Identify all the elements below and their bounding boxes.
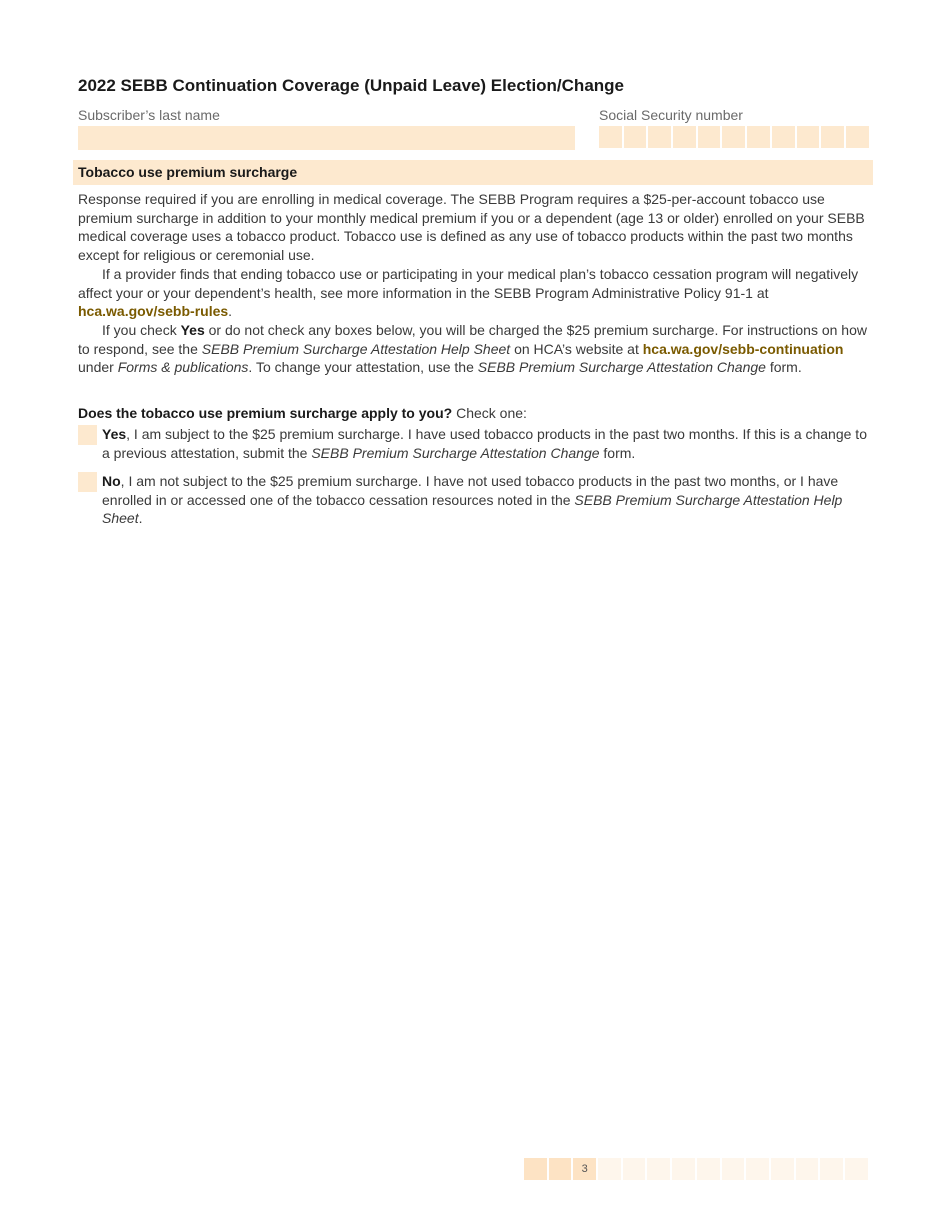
no-label: No (102, 473, 121, 489)
change-form-title: SEBB Premium Surcharge Attestation Change (477, 359, 766, 376)
text: , I am not subject to the $25 premium surcharge. I have not used tobacco products in the past two months, or I have enrolled in or accessed one of the tobacco cessation resources noted in the (102, 473, 839, 508)
ssn-digit-cell[interactable] (797, 126, 820, 148)
text: form. (599, 444, 636, 461)
text: on HCA’s website at (510, 340, 643, 357)
ssn-digit-cell[interactable] (648, 126, 671, 148)
yes-checkbox[interactable] (78, 425, 97, 445)
footer-cell (623, 1158, 646, 1180)
footer-cell (672, 1158, 695, 1180)
ssn-digit-cell[interactable] (821, 126, 844, 148)
option-yes (78, 425, 874, 462)
ssn-label: Social Security number (599, 107, 743, 123)
change-form-title: SEBB Premium Surcharge Attestation Change (311, 444, 600, 461)
question-bold: Does the tobacco use premium surcharge apply to you? (78, 405, 453, 421)
help-sheet-title: SEBB Premium Surcharge Attestation Help Sheet (201, 340, 511, 357)
footer-cell (524, 1158, 547, 1180)
footer-cell (820, 1158, 843, 1180)
footer-cell (549, 1158, 572, 1180)
ssn-digit-cell[interactable] (624, 126, 647, 148)
ssn-digit-cell[interactable] (698, 126, 721, 148)
footer-cell (771, 1158, 794, 1180)
ssn-digit-cell[interactable] (722, 126, 745, 148)
text: If a provider finds that ending tobacco use or participating in your medical plan’s tobacco cessation program will negatively affect your or your dependent’s health, see more information in the SEBB Program Administrative Policy 91-1 at (78, 265, 859, 301)
text: form. (765, 359, 802, 376)
text: If you check (102, 321, 181, 338)
last-name-field[interactable] (78, 126, 575, 150)
option-yes-text (102, 425, 874, 462)
paragraph-instructions (78, 321, 874, 377)
ssn-digit-cell[interactable] (747, 126, 770, 148)
text: . To change your attestation, use the (248, 359, 478, 376)
text: under (78, 359, 118, 376)
footer-cell (746, 1158, 769, 1180)
text: . (138, 510, 143, 527)
section-header (73, 160, 873, 185)
ssn-digit-cell[interactable] (673, 126, 696, 148)
sebb-continuation-link[interactable]: hca.wa.gov/sebb-continuation (642, 340, 844, 357)
no-checkbox[interactable] (78, 472, 97, 492)
footer-cell (697, 1158, 720, 1180)
paragraph-provider (78, 265, 874, 321)
yes-emphasis: Yes (180, 321, 205, 338)
yes-label: Yes (102, 426, 127, 442)
footer-cell (722, 1158, 745, 1180)
surcharge-question (78, 405, 527, 421)
footer-cell (796, 1158, 819, 1180)
ssn-digit-cell[interactable] (599, 126, 622, 148)
forms-publications-label: Forms & publications (117, 359, 249, 376)
text: , I am subject to the $25 premium surcharge. I have used tobacco products in the past two months. If this is a change to a previous attestation, submit the (102, 426, 867, 461)
form-title: 2022 SEBB Continuation Coverage (Unpaid Leave) Election/Change (78, 76, 624, 95)
sebb-rules-link[interactable]: hca.wa.gov/sebb-rules (78, 303, 229, 320)
ssn-digit-cell[interactable] (772, 126, 795, 148)
help-sheet-title: SEBB Premium Surcharge Attestation Help Sheet (102, 491, 843, 527)
ssn-field[interactable] (599, 126, 869, 148)
last-name-label: Subscriber’s last name (78, 107, 220, 123)
option-no-text (102, 472, 874, 528)
ssn-digit-cell[interactable] (846, 126, 869, 148)
footer-cell (647, 1158, 670, 1180)
question-instruction: Check one: (452, 405, 527, 421)
page-number: 3 (573, 1158, 596, 1180)
text: . (228, 303, 233, 320)
footer-cell (845, 1158, 868, 1180)
page-footer-bar (524, 1158, 868, 1180)
text: or do not check any boxes below, you will be charged the $25 premium surcharge. For instructions on how to respond, see the (78, 321, 867, 357)
section-body (78, 190, 874, 377)
paragraph-requirement: Response required if you are enrolling in medical coverage. The SEBB Program requires a $25-per-account tobacco use premium surcharge in addition to your monthly medical premium if you or a dependent (age 13 or older) enrolled on your SEBB medical coverage uses a tobacco product. Tobacco use is defined as any use of tobacco products within the past two months except for religious or ceremonial use. (78, 191, 865, 264)
option-no (78, 472, 874, 528)
section-title: Tobacco use premium surcharge (78, 164, 298, 180)
footer-cell (598, 1158, 621, 1180)
